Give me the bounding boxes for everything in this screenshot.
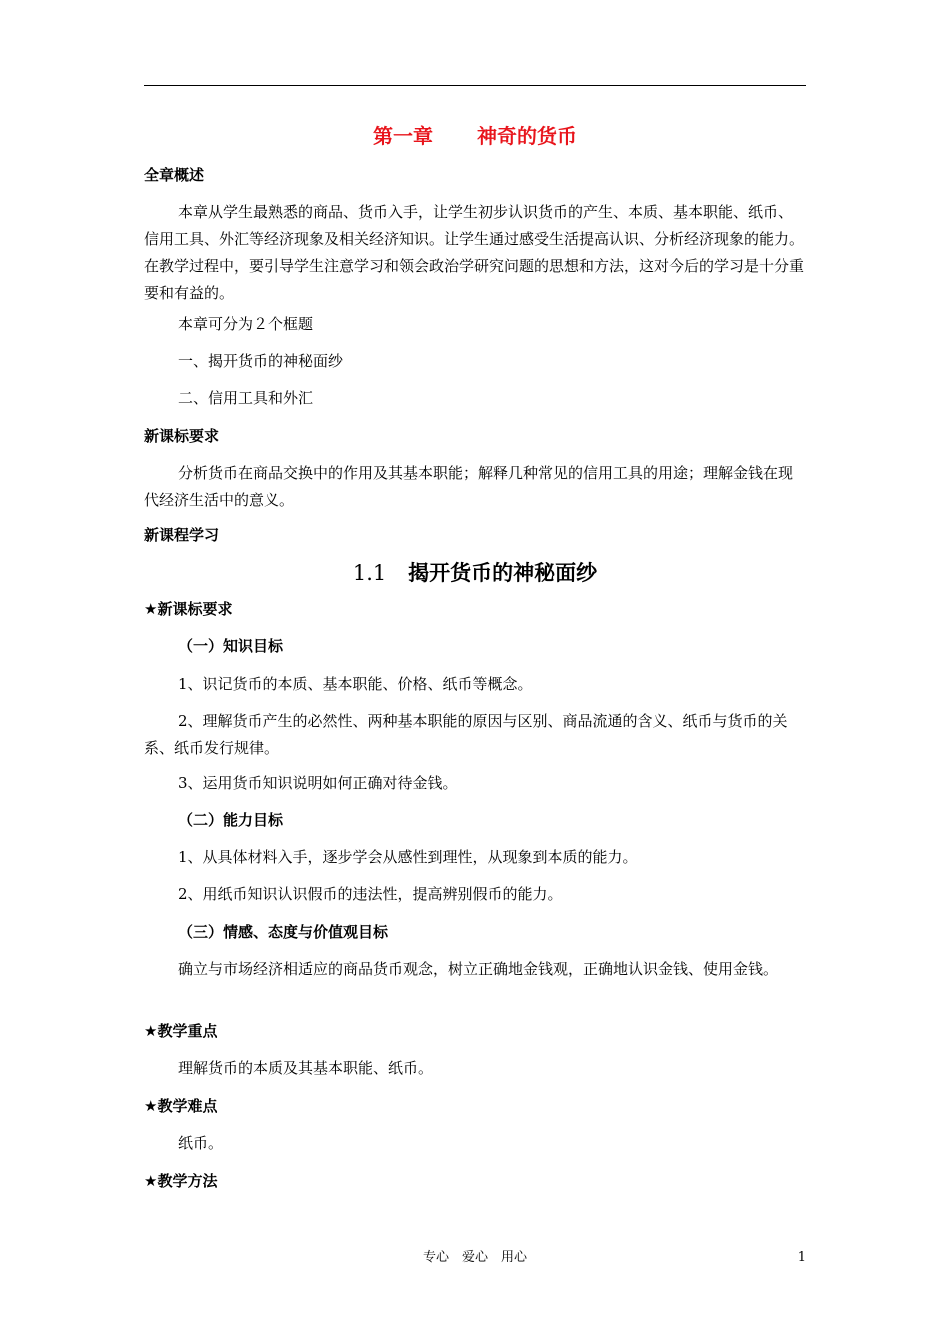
overview-paragraph: 本章从学生最熟悉的商品、货币入手，让学生初步认识货币的产生、本质、基本职能、纸币、信用工具、外汇等经济现象及相关经济知识。让学生通过感受生活提高认识、分析经济现象的能力。在教学过程中，要引导学生注意学习和领会政治学研究问题的思想和方法，这对今后的学习是十分重要和有益的。 [144, 203, 805, 302]
difficulties-heading: ★教学难点 [144, 1097, 218, 1115]
header-rule [144, 85, 806, 86]
curriculum-heading: 新课标要求 [144, 427, 220, 445]
goals-heading: ★新课标要求 [144, 600, 233, 618]
difficulties-text: 纸币。 [178, 1134, 224, 1152]
frames-intro: 本章可分为２个框题 [178, 315, 314, 333]
section-title [144, 558, 806, 588]
frame-item-1: 一、揭开货币的神秘面纱 [178, 352, 344, 370]
emotion-paragraph: 确立与市场经济相适应的商品货币观念，树立正确地金钱观，正确地认识金钱、使用金钱。 [178, 960, 779, 978]
knowledge-item-1: 1、识记货币的本质、基本职能、价格、纸币等概念。 [178, 675, 533, 693]
overview-heading: 全章概述 [144, 166, 205, 184]
key-points-text: 理解货币的本质及其基本职能、纸币。 [178, 1059, 434, 1077]
frame-item-2: 二、信用工具和外汇 [178, 389, 314, 407]
ability-heading: （二）能力目标 [178, 811, 284, 829]
knowledge-item-2: 2、理解货币产生的必然性、两种基本职能的原因与区别、商品流通的含义、纸币与货币的关系、纸币发行规律。 [144, 712, 788, 757]
footer-motto: 专心 爱心 用心 [422, 1250, 527, 1265]
curriculum-paragraph: 分析货币在商品交换中的作用及其基本职能；解释几种常见的信用工具的用途；理解金钱在现代经济生活中的意义。 [144, 464, 794, 509]
chapter-name: 神奇的货币 [477, 124, 577, 148]
emotion-heading: （三）情感、态度与价值观目标 [178, 923, 389, 941]
section-number: 1.1 [352, 561, 387, 585]
section-name: 揭开货币的神秘面纱 [408, 561, 598, 585]
knowledge-item-3: 3、运用货币知识说明如何正确对待金钱。 [178, 774, 458, 792]
methods-heading: ★教学方法 [144, 1172, 218, 1190]
chapter-title [144, 122, 806, 150]
study-heading: 新课程学习 [144, 526, 220, 544]
knowledge-heading: （一）知识目标 [178, 637, 284, 655]
page-number: 1 [797, 1250, 806, 1265]
chapter-label: 第一章 [373, 124, 433, 148]
ability-item-2: 2、用纸币知识认识假币的违法性，提高辨别假币的能力。 [178, 885, 563, 903]
ability-item-1: 1、从具体材料入手，逐步学会从感性到理性，从现象到本质的能力。 [178, 848, 638, 866]
key-points-heading: ★教学重点 [144, 1022, 218, 1040]
